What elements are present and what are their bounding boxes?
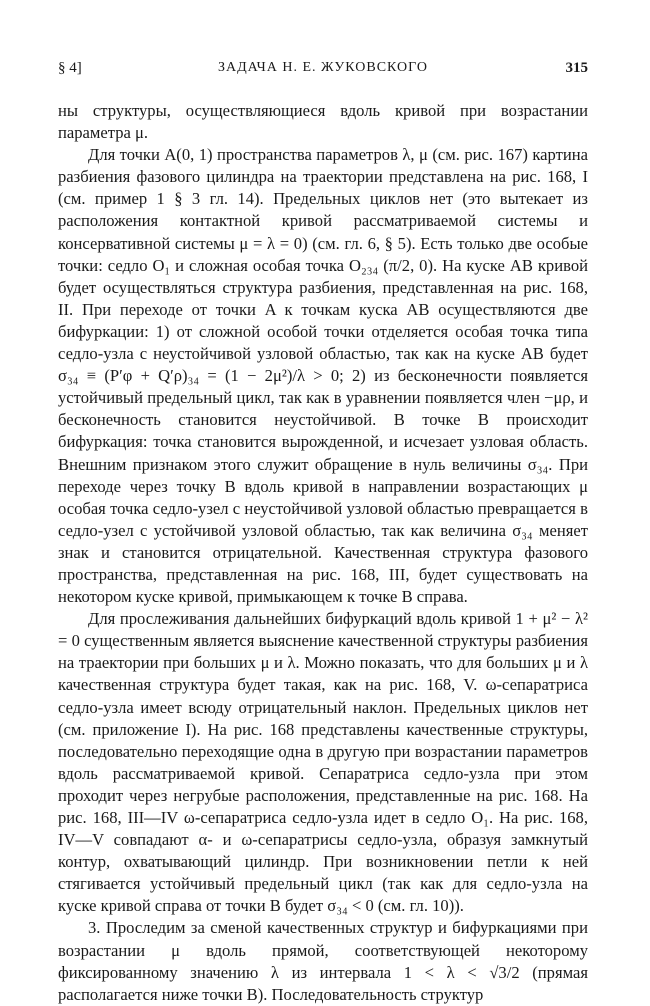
paragraph-bifurcations: Для прослеживания дальнейших бифуркаций вдоль кривой 1 + μ² − λ² = 0 существенным является выяснение качественной структуры разбиения на траектории при больших μ и λ. Можно показать, что для больших μ и λ качественная структура будет такая, как на рис. 168, V. ω-сепаратриса седло-узла имеет всюду отрицательный наклон. Предельных циклов нет (см. приложение I). На рис. 168 представлены качественные структуры, последовательно переходящие одна в другую при возрастании параметров вдоль рассматриваемой кривой. Сепаратриса седло-узла при этом проходит через негрубые расположения, представленные на рис. 168. На рис. 168, III—IV ω-сепаратриса седло-узла идет в седло O₁. На рис. 168, IV—V совпадают α- и ω-сепаратрисы седло-узла, образуя замкнутый контур, охватывающий цилиндр. При возникновении петли к ней стягивается устойчивый предельный цикл (так как для седло-узла на куске кривой справа от точки B будет σ₃₄ < 0 (см. гл. 10)). [58,609,588,916]
running-title: ЗАДАЧА Н. Е. ЖУКОВСКОГО [217,60,429,75]
section-marker: § 4] [58,60,82,76]
paragraph-point-a: Для точки A(0, 1) пространства параметров λ, μ (см. рис. 167) картина разбиения фазового цилиндра на траектории представлена на рис. 168, I (см. пример 1 § 3 гл. 14). Предельных циклов нет (это вытекает из расположения контактной кривой рассматриваемой системы и консервативной системы μ = λ = 0) (см. гл. 6, § 5). Есть только две особые точки: седло O₁ и сложная особая точка O₂₃₄ (π/2, 0). На куске AB кривой будет осуществляться структура разбиения, представленная на рис. 168, II. При переходе от точки A к точкам куска AB осуществляются две бифуркации: 1) от сложной особой точки отделяется особая точка типа седло-узла с неустойчивой узловой областью, так как на куске AB будет σ₃₄ ≡ (P′φ + Q′ρ)₃₄ = (1 − 2μ²)/λ > 0; 2) из бесконечности появляется устойчивый предельный цикл, так как в уравнении появляется член −μρ, и бесконечность становится неустойчивой. В точке B происходит бифуркация: точка становится вырожденной, и исчезает узловая область. Внешним признаком этого служит обращение в нуль величины σ₃₄. При переходе через точку B вдоль кривой в направлении возрастающих μ особая точка седло-узел с неустойчивой узловой областью превращается в седло-узел с устойчивой узловой областью, так как величина σ₃₄ меняет знак и становится отрицательной. Качественная структура фазового пространства, представленная на рис. 168, III, будет существовать на некотором куске кривой, примыкающем к точке B справа. [58,145,588,607]
paragraph-continuation: ны структуры, осуществляющиеся вдоль кривой при возрастании параметра μ. [58,101,588,143]
running-header [58,60,588,82]
page-body [58,100,588,1006]
page-number: 315 [565,60,588,76]
paragraph-item-3: 3. Проследим за сменой качественных структур и бифуркациями при возрастании μ вдоль прямой, соответствующей некоторому фиксированному значению λ из интервала 1 < λ < √3/2 (прямая располагается ниже точки B). Последовательность структур [58,918,588,1004]
